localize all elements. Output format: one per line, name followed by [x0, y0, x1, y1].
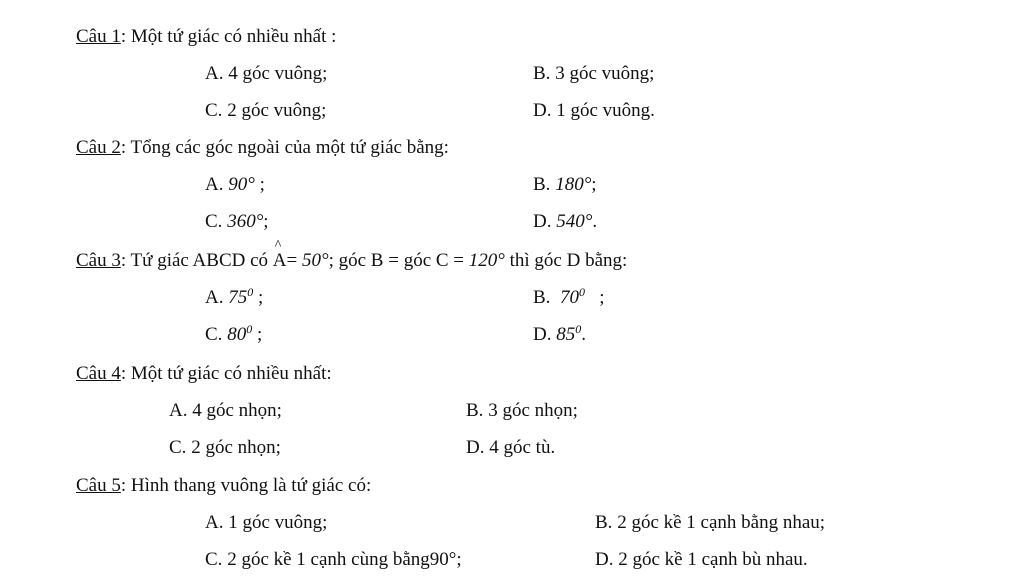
- angle-a-hat: ^ A: [272, 238, 287, 271]
- q1-option-b: B. 3 góc vuông;: [533, 63, 655, 84]
- q3-option-a: A. $75^0$ ;: [205, 285, 264, 308]
- question-text: : Một tứ giác có nhiều nhất:: [120, 363, 332, 384]
- q5-option-b: B. 2 góc kề 1 cạnh bằng nhau;: [595, 512, 826, 533]
- q4-option-c: C. 2 góc nhọn;: [169, 437, 281, 458]
- q1-option-c: C. 2 góc vuông;: [205, 100, 327, 121]
- question-label: Câu 2: [76, 137, 121, 158]
- q1-option-d: D. 1 góc vuông.: [533, 100, 655, 121]
- question-text: : Tổng các góc ngoài của một tứ giác bằng:: [120, 137, 449, 158]
- question-label: Câu 3: [76, 250, 121, 271]
- q2-option-a: A. 90° ;: [205, 174, 265, 195]
- question-5: [76, 475, 371, 497]
- q2-option-b: B. 180°;: [533, 174, 597, 195]
- question-text: : Một tứ giác có nhiều nhất :: [120, 26, 337, 47]
- question-text: : Hình thang vuông là tứ giác có:: [120, 475, 372, 496]
- question-2: [76, 137, 449, 159]
- question-label: Câu 4: [76, 363, 121, 384]
- q5-option-a: A. 1 góc vuông;: [205, 512, 328, 533]
- question-1: [76, 26, 336, 48]
- q1-option-a: A. 4 góc vuông;: [205, 63, 328, 84]
- q2-option-d: D. 540°.: [533, 211, 598, 232]
- q5-option-d: D. 2 góc kề 1 cạnh bù nhau.: [595, 549, 808, 570]
- q5-option-c: C. 2 góc kề 1 cạnh cùng bằng90°;: [205, 549, 462, 570]
- question-3: Câu 3: Tứ giác ABCD có ^ A= 50°; góc B = góc C = 120° thì góc D bằng:: [76, 238, 628, 271]
- q4-option-d: D. 4 góc tù.: [466, 437, 556, 458]
- q4-option-a: A. 4 góc nhọn;: [169, 400, 282, 421]
- q3-option-d: D. $85^0$.: [533, 322, 586, 345]
- q3-option-b: B. $70^0$ ;: [533, 285, 605, 308]
- question-label: Câu 1: [76, 26, 121, 47]
- question-4: [76, 363, 332, 385]
- q4-option-b: B. 3 góc nhọn;: [466, 400, 578, 421]
- q2-option-c: C. 360°;: [205, 211, 269, 232]
- question-label: Câu 5: [76, 475, 121, 496]
- q3-option-c: C. $80^0$ ;: [205, 322, 263, 345]
